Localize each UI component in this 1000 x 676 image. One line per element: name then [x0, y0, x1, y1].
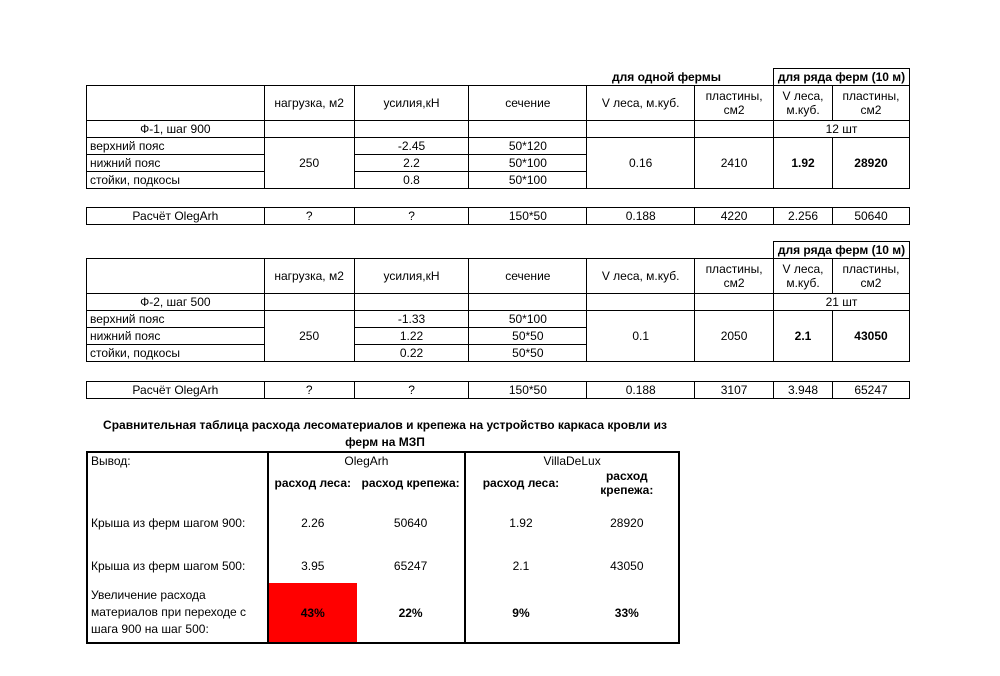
group-olegarh: OlegArh — [268, 452, 466, 469]
header-load: нагрузка, м2 — [264, 86, 354, 121]
value-cell: 50640 — [357, 497, 465, 549]
comparison-title: Сравнительная таблица расхода лесоматериалов и крепежа на устройство каркаса кровли из ферм на МЗП — [103, 418, 667, 449]
calc-load: ? — [264, 382, 354, 399]
truss-count: 12 шт — [774, 121, 910, 138]
label-row-trusses: для ряда ферм (10 м) — [774, 69, 910, 86]
value-cell: 3.95 — [301, 559, 325, 573]
force-value: -2.45 — [354, 138, 469, 155]
calc-plates-single: 3107 — [695, 382, 774, 399]
calc-name: Расчёт OlegArh — [87, 382, 265, 399]
value-cell: 28920 — [610, 516, 644, 530]
value-cell: 2.1 — [512, 559, 530, 573]
row-label: Крыша из ферм шагом 500: — [87, 549, 268, 583]
plates-row: 43050 — [832, 311, 909, 362]
value-cell: 43050 — [610, 559, 644, 573]
calc-table-f1 — [86, 207, 910, 225]
calc-section: 150*50 — [469, 208, 587, 225]
section-value: 50*120 — [469, 138, 587, 155]
truss-table-f1 — [86, 68, 910, 189]
plates-single: 2410 — [695, 138, 774, 189]
calc-volume-row: 3.948 — [774, 382, 833, 399]
calc-section: 150*50 — [469, 382, 587, 399]
truss-title: Ф-1, шаг 900 — [87, 121, 265, 138]
increase-value: 22% — [357, 583, 465, 643]
value-cell: 2.26 — [301, 516, 325, 530]
load-value: 250 — [264, 311, 354, 362]
row-name: нижний пояс — [87, 328, 265, 345]
volume-row: 2.1 — [774, 311, 833, 362]
comparison-table — [86, 451, 680, 644]
header-plates-row: пластины, см2 — [832, 259, 909, 294]
header-plates: пластины, см2 — [695, 86, 774, 121]
row-name: верхний пояс — [87, 311, 265, 328]
load-value: 250 — [264, 138, 354, 189]
section-value: 50*100 — [469, 172, 587, 189]
increase-value: 9% — [512, 605, 530, 620]
calc-name: Расчёт OlegArh — [87, 208, 265, 225]
section-value: 50*100 — [469, 311, 587, 328]
header-force: усилия,кН — [354, 259, 469, 294]
calc-plates-row: 50640 — [833, 208, 910, 225]
col-fasteners: расход крепежа: — [357, 469, 465, 497]
calc-volume-single: 0.188 — [587, 208, 695, 225]
header-section: сечение — [469, 86, 587, 121]
calc-table-f2 — [86, 381, 910, 399]
truss-count: 21 шт — [774, 294, 910, 311]
row-name: стойки, подкосы — [87, 172, 265, 189]
header-volume: V леса, м.куб. — [587, 259, 695, 294]
header-plates-row: пластины, см2 — [832, 86, 909, 121]
section-value: 50*50 — [469, 345, 587, 362]
calc-plates-single: 4220 — [695, 208, 774, 225]
increase-value: 33% — [614, 605, 639, 620]
plates-single: 2050 — [695, 311, 774, 362]
force-value: -1.33 — [354, 311, 469, 328]
force-value: 1.22 — [354, 328, 469, 345]
force-value: 0.8 — [354, 172, 469, 189]
col-wood: расход леса: — [482, 476, 560, 490]
group-villadelux: VillaDeLux — [543, 454, 601, 468]
calc-volume-single: 0.188 — [587, 382, 695, 399]
plates-row: 28920 — [832, 138, 909, 189]
calc-force: ? — [354, 382, 469, 399]
header-plates: пластины, см2 — [695, 259, 774, 294]
section-value: 50*100 — [469, 155, 587, 172]
volume-row: 1.92 — [774, 138, 833, 189]
header-section: сечение — [469, 259, 587, 294]
row-name: стойки, подкосы — [87, 345, 265, 362]
header-load: нагрузка, м2 — [264, 259, 354, 294]
header-volume: V леса, м.куб. — [587, 86, 695, 121]
volume-single: 0.1 — [587, 311, 695, 362]
conclusion-label: Вывод: — [87, 452, 268, 469]
col-fasteners: расход крепежа: — [600, 469, 654, 497]
header-force: усилия,кН — [354, 86, 469, 121]
volume-single: 0.16 — [587, 138, 695, 189]
value-cell: 65247 — [357, 549, 465, 583]
label-single-truss: для одной фермы — [612, 70, 721, 84]
calc-volume-row: 2.256 — [774, 208, 833, 225]
increase-highlight: 43% — [268, 583, 357, 643]
row-name: нижний пояс — [87, 155, 265, 172]
force-value: 0.22 — [354, 345, 469, 362]
header-volume-row: V леса, м.куб. — [774, 259, 833, 294]
calc-load: ? — [264, 208, 354, 225]
value-cell: 1.92 — [509, 516, 533, 530]
row-name: верхний пояс — [87, 138, 265, 155]
col-wood: расход леса: — [274, 476, 351, 490]
truss-table-f2 — [86, 241, 910, 362]
section-value: 50*50 — [469, 328, 587, 345]
calc-force: ? — [354, 208, 469, 225]
row-label: Крыша из ферм шагом 900: — [87, 497, 268, 549]
increase-label: Увеличение расхода материалов при переходе с шага 900 на шаг 500: — [87, 583, 268, 643]
label-row-trusses: для ряда ферм (10 м) — [774, 242, 910, 259]
calc-plates-row: 65247 — [833, 382, 910, 399]
header-volume-row: V леса, м.куб. — [774, 86, 833, 121]
truss-title: Ф-2, шаг 500 — [87, 294, 265, 311]
force-value: 2.2 — [354, 155, 469, 172]
